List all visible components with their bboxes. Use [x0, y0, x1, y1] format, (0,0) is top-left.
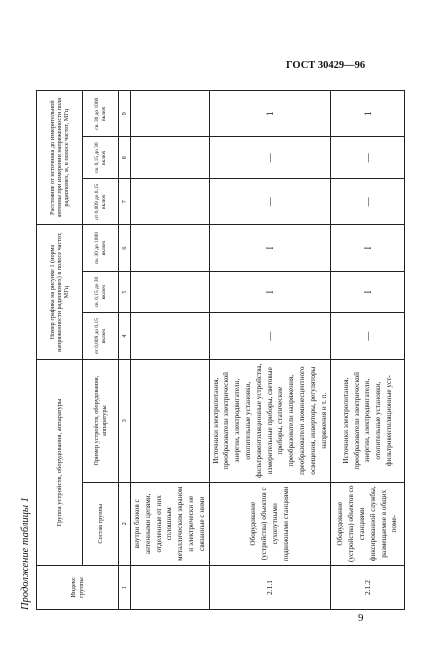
graph-cell: — — [331, 313, 405, 359]
column-number: 8 — [119, 137, 131, 179]
distance-cell: — — [209, 137, 331, 179]
distance-cell — [131, 91, 210, 137]
example-cell: Источники электропитания, преобразователи электрической энергии, электродвигатели, отопительные установки, фильтровентиляционные устройства, измерительные приборы, световые приборы, статические преобразователи напряжения, преобразователи люминесцентного освещения, инверторы, регуляторы напряжения и т. п. — [209, 359, 331, 482]
distance-cell: 1 — [331, 91, 405, 137]
index-cell: 2.1.2 — [331, 565, 405, 609]
header-composition: Состав группы — [83, 482, 119, 565]
header-graph-band-3: св. 30 до 1000 включ — [83, 225, 119, 271]
composition-cell: Оборудование (устройства) объектов с сухопутными подвижными станциями — [209, 482, 331, 565]
table-row — [131, 91, 210, 610]
rotated-table-area — [18, 90, 399, 610]
header-distance: Расстояние от источника до измерительной антенны при измерении напряженности поля радиопомех, м, в полосе частот, МГц — [37, 91, 83, 225]
distance-cell — [131, 137, 210, 179]
column-number: 6 — [119, 225, 131, 271]
column-number: 9 — [119, 91, 131, 137]
index-cell: 2.1.1 — [209, 565, 331, 609]
column-number: 4 — [119, 313, 131, 359]
distance-cell: — — [331, 137, 405, 179]
column-number: 2 — [119, 482, 131, 565]
example-cell — [131, 359, 210, 482]
table-caption: Продолжение таблицы 1 — [20, 497, 31, 610]
graph-cell — [131, 313, 210, 359]
table-row — [331, 91, 405, 610]
header-distance-band-2: св. 0,15 до 30 включ — [83, 137, 119, 179]
column-number: 7 — [119, 179, 131, 225]
graph-cell: I — [209, 271, 331, 313]
header-graph-band-2: св. 0,15 до 30 включ — [83, 271, 119, 313]
distance-cell: 1 — [209, 91, 331, 137]
header-distance-band-1: от 0,009 до 0,15 включ — [83, 179, 119, 225]
column-number: 5 — [119, 271, 131, 313]
specification-table — [36, 90, 405, 610]
column-number: 3 — [119, 359, 131, 482]
graph-cell: — — [209, 313, 331, 359]
table-row — [209, 91, 331, 610]
header-group: Группа устройств, оборудования, аппаратуры — [37, 359, 83, 565]
header-graph-number: Номер графика на рисунке 1 (норма напряженности радиопомех) в полосе частот, МГц — [37, 225, 83, 359]
header-index: Индекс группы — [37, 565, 119, 609]
composition-cell: Оборудование (устройства) объектов со станциями фиксированной службы, размещаемое в общих поме- — [331, 482, 405, 565]
header-distance-band-3: св. 30 до 1000 включ — [83, 91, 119, 137]
rotated-page-content — [18, 90, 399, 610]
header-graph-band-1: от 0,009 до 0,15 включ — [83, 313, 119, 359]
example-cell: Источники электропитания, преобразователи электрической энергии, электродвигатели, отопительные установки, фильтровентиляционные уст- — [331, 359, 405, 482]
index-cell — [131, 565, 210, 609]
page-number: 9 — [358, 612, 364, 624]
graph-cell: I — [331, 225, 405, 271]
header-example: Пример устройств, оборудования, аппаратуры — [83, 359, 119, 482]
graph-cell — [131, 271, 210, 313]
distance-cell: — — [209, 179, 331, 225]
distance-cell — [131, 179, 210, 225]
composition-cell: внутри блоков с антенными цепями, отделенные от них сплошным металлическим экраном и электрически не связанные с ними — [131, 482, 210, 565]
document-header: ГОСТ 30429—96 — [286, 60, 366, 71]
graph-cell — [131, 225, 210, 271]
graph-cell: I — [331, 271, 405, 313]
distance-cell: — — [331, 179, 405, 225]
graph-cell: I — [209, 225, 331, 271]
column-number: 1 — [119, 565, 131, 609]
